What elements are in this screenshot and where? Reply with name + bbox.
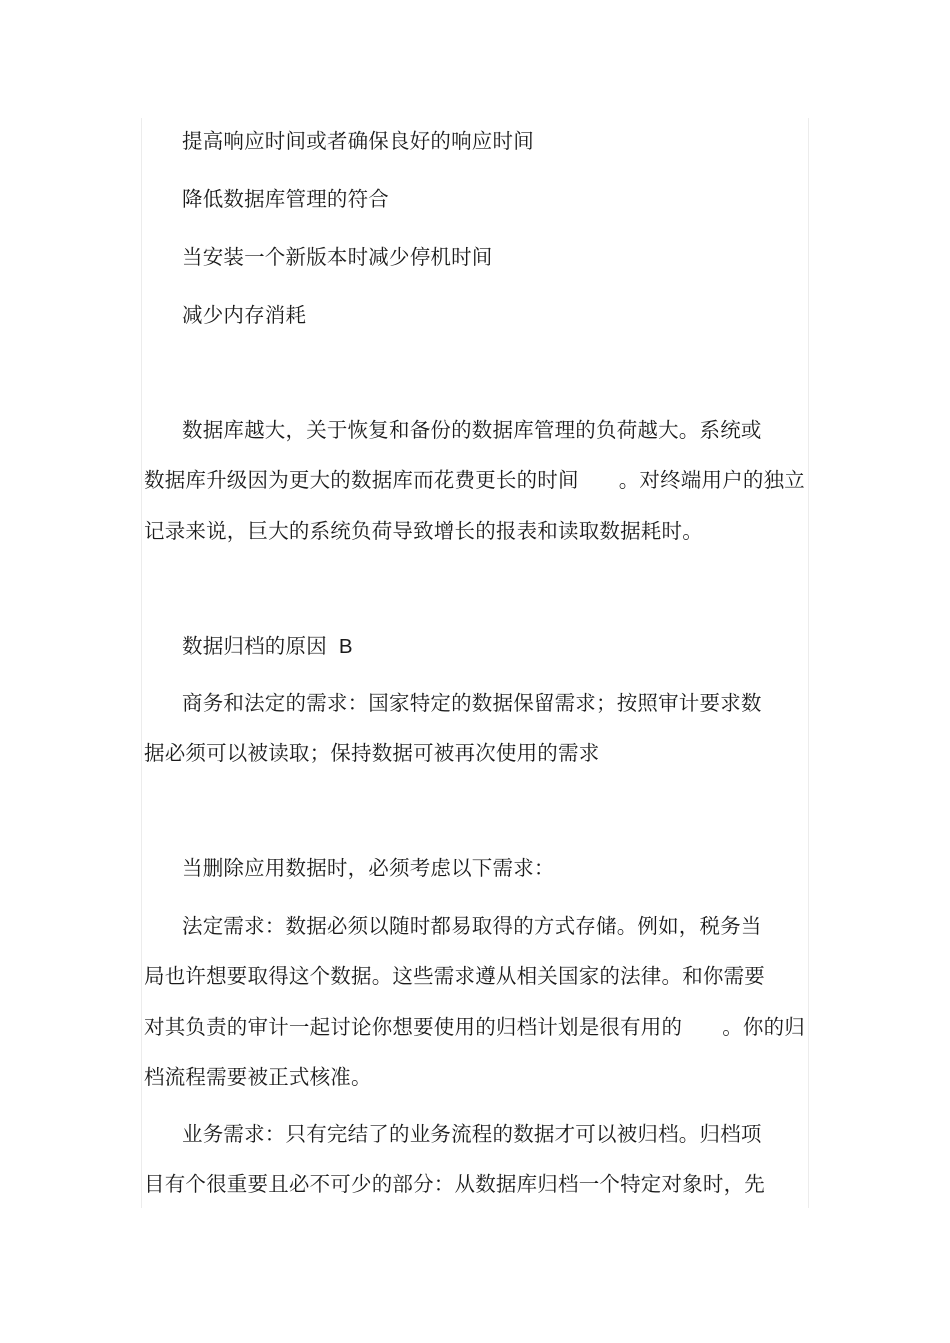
paragraph-line xyxy=(144,467,805,493)
paragraph-line: 商务和法定的需求：国家特定的数据保留需求；按照审计要求数 xyxy=(182,691,762,715)
paragraph-line: 目有个很重要且必不可少的部分：从数据库归档一个特定对象时，先 xyxy=(144,1172,765,1196)
heading-letter: B xyxy=(338,635,353,658)
paragraph-line: 据必须可以被读取；保持数据可被再次使用的需求 xyxy=(144,741,600,765)
paragraph-line: 业务需求：只有完结了的业务流程的数据才可以被归档。归档项 xyxy=(182,1122,762,1146)
paragraph-line: 法定需求：数据必须以随时都易取得的方式存储。例如，税务当 xyxy=(182,914,762,938)
section-heading xyxy=(182,633,353,660)
paragraph-line: 局也许想要取得这个数据。这些需求遵从相关国家的法律。和你需要 xyxy=(144,964,765,988)
paragraph-text: 数据库升级因为更大的数据库而花费更长的时间 xyxy=(144,468,579,492)
paragraph-text: 。对终端用户的独立 xyxy=(618,468,806,492)
list-item: 提高响应时间或者确保良好的响应时间 xyxy=(182,129,534,153)
paragraph-line: 记录来说，巨大的系统负荷导致增长的报表和读取数据耗时。 xyxy=(144,519,703,543)
paragraph-line: 数据库越大，关于恢复和备份的数据库管理的负荷越大。系统或 xyxy=(182,418,762,442)
paragraph-line: 当删除应用数据时，必须考虑以下需求： xyxy=(182,856,555,880)
paragraph-text: 对其负责的审计一起讨论你想要使用的归档计划是很有用的 xyxy=(144,1015,683,1039)
paragraph-line: 档流程需要被正式核准。 xyxy=(144,1065,372,1089)
heading-text: 数据归档的原因 xyxy=(182,634,327,658)
list-item: 降低数据库管理的符合 xyxy=(182,187,389,211)
list-item: 当安装一个新版本时减少停机时间 xyxy=(182,245,493,269)
paragraph-line xyxy=(144,1014,805,1040)
list-item: 减少内存消耗 xyxy=(182,303,307,327)
document-page xyxy=(141,118,809,1208)
paragraph-text: 。你的归 xyxy=(722,1015,806,1039)
